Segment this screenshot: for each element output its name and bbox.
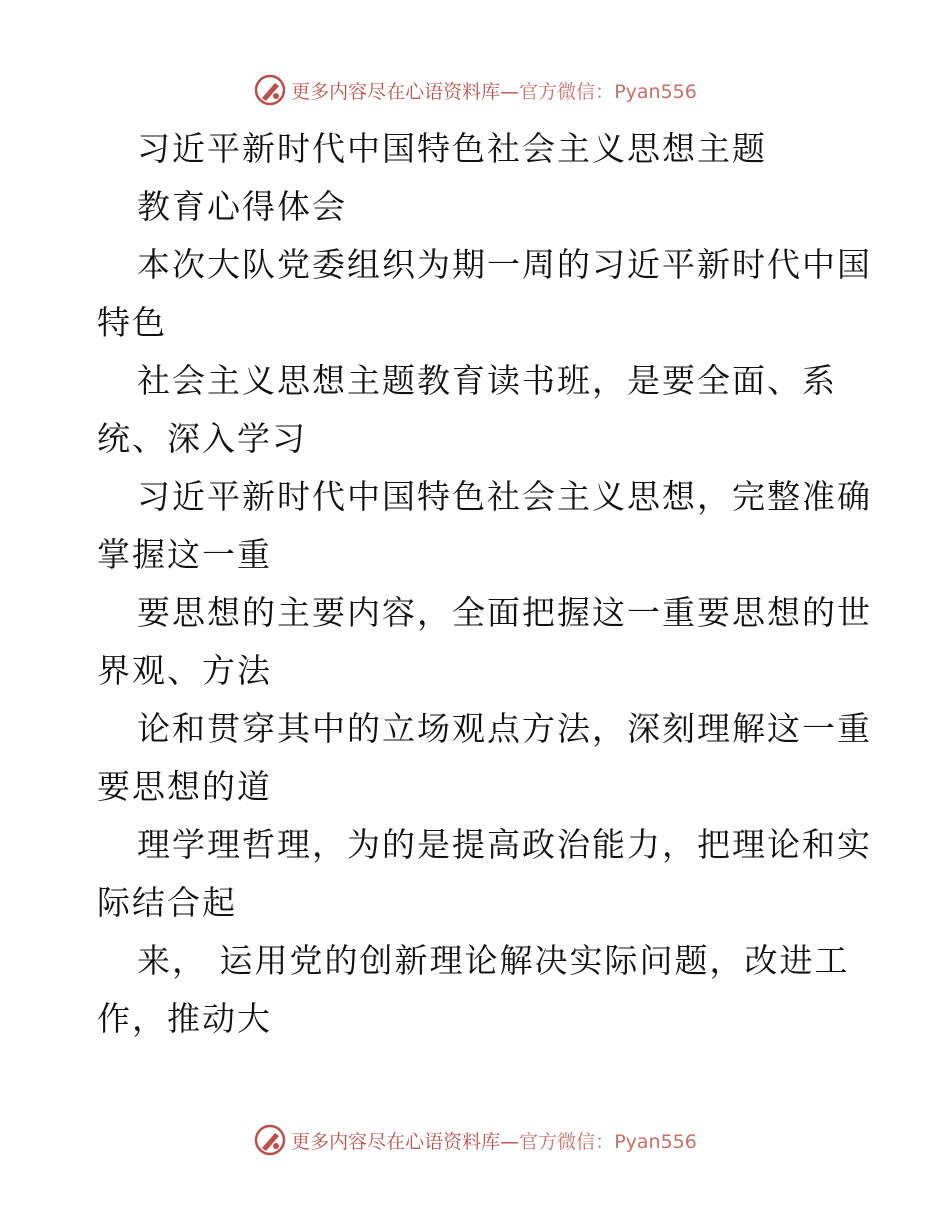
wechat-label: 官方微信：	[519, 1130, 615, 1153]
paragraph-line: 界观、方法	[97, 651, 272, 690]
site-name: 更多内容尽在心语资料库	[291, 1130, 501, 1153]
wechat-id: Pyan556	[614, 80, 697, 103]
paragraph-line: 社会主义思想主题教育读书班，是要全面、系	[137, 361, 837, 400]
banner-text	[291, 77, 697, 104]
paragraph-line: 作，推动大	[97, 999, 272, 1038]
paragraph-line: 统、深入学习	[97, 419, 307, 458]
paragraph-line: 论和贯穿其中的立场观点方法，深刻理解这一重	[137, 709, 872, 748]
title-line-1: 习近平新时代中国特色社会主义思想主题	[137, 129, 767, 168]
document-body	[97, 120, 872, 1048]
pen-logo-icon	[253, 1123, 287, 1157]
paragraph-line: 习近平新时代中国特色社会主义思想，完整准确	[137, 477, 872, 516]
paragraph-line: 本次大队党委组织为期一周的习近平新时代中国	[137, 245, 872, 284]
paragraph-line: 要思想的主要内容，全面把握这一重要思想的世	[137, 593, 872, 632]
paragraph-line: 来， 运用党的创新理论解决实际问题，改进工	[137, 941, 850, 980]
banner-dash: —	[500, 1130, 520, 1153]
paragraph-line: 特色	[97, 303, 167, 342]
header-banner	[0, 70, 950, 110]
wechat-label: 官方微信：	[519, 80, 615, 103]
banner-text	[291, 1127, 697, 1154]
paragraph-line: 理学理哲理，为的是提高政治能力，把理论和实	[137, 825, 872, 864]
wechat-id: Pyan556	[614, 1130, 697, 1153]
site-name: 更多内容尽在心语资料库	[291, 80, 501, 103]
paragraph-line: 际结合起	[97, 883, 237, 922]
paragraph-line: 要思想的道	[97, 767, 272, 806]
paragraph-line: 掌握这一重	[97, 535, 272, 574]
title-line-2: 教育心得体会	[137, 187, 347, 226]
pen-logo-icon	[253, 73, 287, 107]
footer-banner	[0, 1120, 950, 1160]
banner-dash: —	[500, 80, 520, 103]
